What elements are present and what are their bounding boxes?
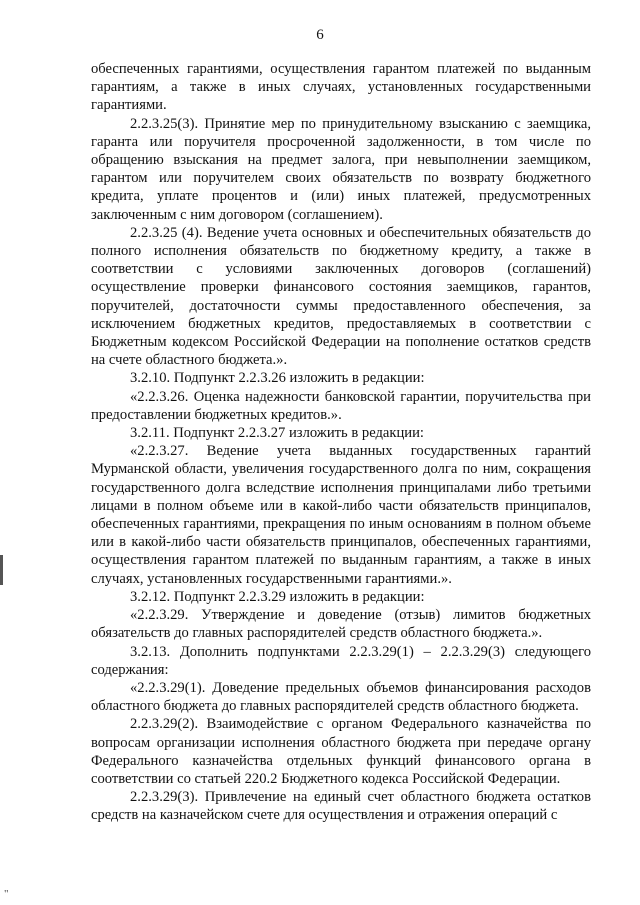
paragraph-continuation: обеспеченных гарантиями, осуществления гарантом платежей по выданным гарантиям, а также в иных случаях, установленных государственными гарантиями. xyxy=(91,61,591,114)
page-number: 6 xyxy=(316,27,324,43)
paragraph-3-2-12: 3.2.12. Подпункт 2.2.3.29 изложить в редакции: xyxy=(130,588,425,605)
paragraph-2-2-3-29-1: «2.2.3.29(1). Доведение предельных объемов финансирования расходов областного бюджета до главных распорядителей средств областного бюджета. xyxy=(91,679,591,715)
paragraph-2-2-3-26: «2.2.3.26. Оценка надежности банковской гарантии, поручительства при предоставлении бюджетных кредитов.». xyxy=(91,388,591,423)
paragraph-3-2-13: 3.2.13. Дополнить подпунктами 2.2.3.29(1) – 2.2.3.29(3) следующего содержания: xyxy=(91,643,591,678)
document-body xyxy=(91,60,591,825)
scan-bottom-mark: " xyxy=(4,888,9,900)
paragraph-2-2-3-27: «2.2.3.27. Ведение учета выданных государственных гарантий Мурманской области, увеличения государственного долга по ним, сокращения государственного долга вследствие исполнения принципалами либо третьими лицами в полном объеме или в какой-либо части обязательств принципалов, обеспеченных гарантиями, прекращения по иным основаниям в полном объеме или в какой-либо части обязательств принципалов, обеспеченных гарантиями, осуществления гарантом платежей по выданным гарантиям, а также в иных случаях, установленных государственными гарантиями.». xyxy=(91,443,591,587)
paragraph-3-2-10: 3.2.10. Подпункт 2.2.3.26 изложить в редакции: xyxy=(130,370,425,387)
scan-edge-mark xyxy=(0,555,3,585)
paragraph-3-2-11: 3.2.11. Подпункт 2.2.3.27 изложить в редакции: xyxy=(130,425,424,442)
paragraph-2-2-3-29: «2.2.3.29. Утверждение и доведение (отзыв) лимитов бюджетных обязательств до главных распорядителей средств областного бюджета.». xyxy=(91,607,591,642)
paragraph-2-2-3-25-3: 2.2.3.25(3). Принятие мер по принудительному взысканию с заемщика, гаранта или поручителя просроченной задолженности, в том числе по обращению взыскания на предмет залога, при невыполнении заемщиком, гарантом или поручителем своих обязательств по возврату бюджетного кредита, уплате процентов и (или) иных платежей, предусмотренных заключенным с ним договором (соглашением). xyxy=(91,115,591,223)
paragraph-2-2-3-29-3: 2.2.3.29(3). Привлечение на единый счет областного бюджета остатков средств на казначейском счете для осуществления и отражения операций с xyxy=(91,789,591,824)
paragraph-2-2-3-29-2: 2.2.3.29(2). Взаимодействие с органом Федерального казначейства по вопросам организации исполнения областного бюджета при передаче органу Федерального казначейства отдельных функций финансового органа в соответствии со статьей 220.2 Бюджетного кодекса Российской Федерации. xyxy=(91,716,591,787)
paragraph-2-2-3-25-4: 2.2.3.25 (4). Ведение учета основных и обеспечительных обязательств до полного исполнения обязательств по бюджетному кредиту, а также в соответствии с условиями заключенных договоров (соглашений) осуществление проверки финансового состояния заемщиков, гарантов, поручителей, достаточности суммы предоставленного обеспечения, за исключением бюджетных кредитов, предоставляемых в соответствии с Бюджетным кодексом Российской Федерации на пополнение остатков средств на счете областного бюджета.». xyxy=(91,224,591,369)
